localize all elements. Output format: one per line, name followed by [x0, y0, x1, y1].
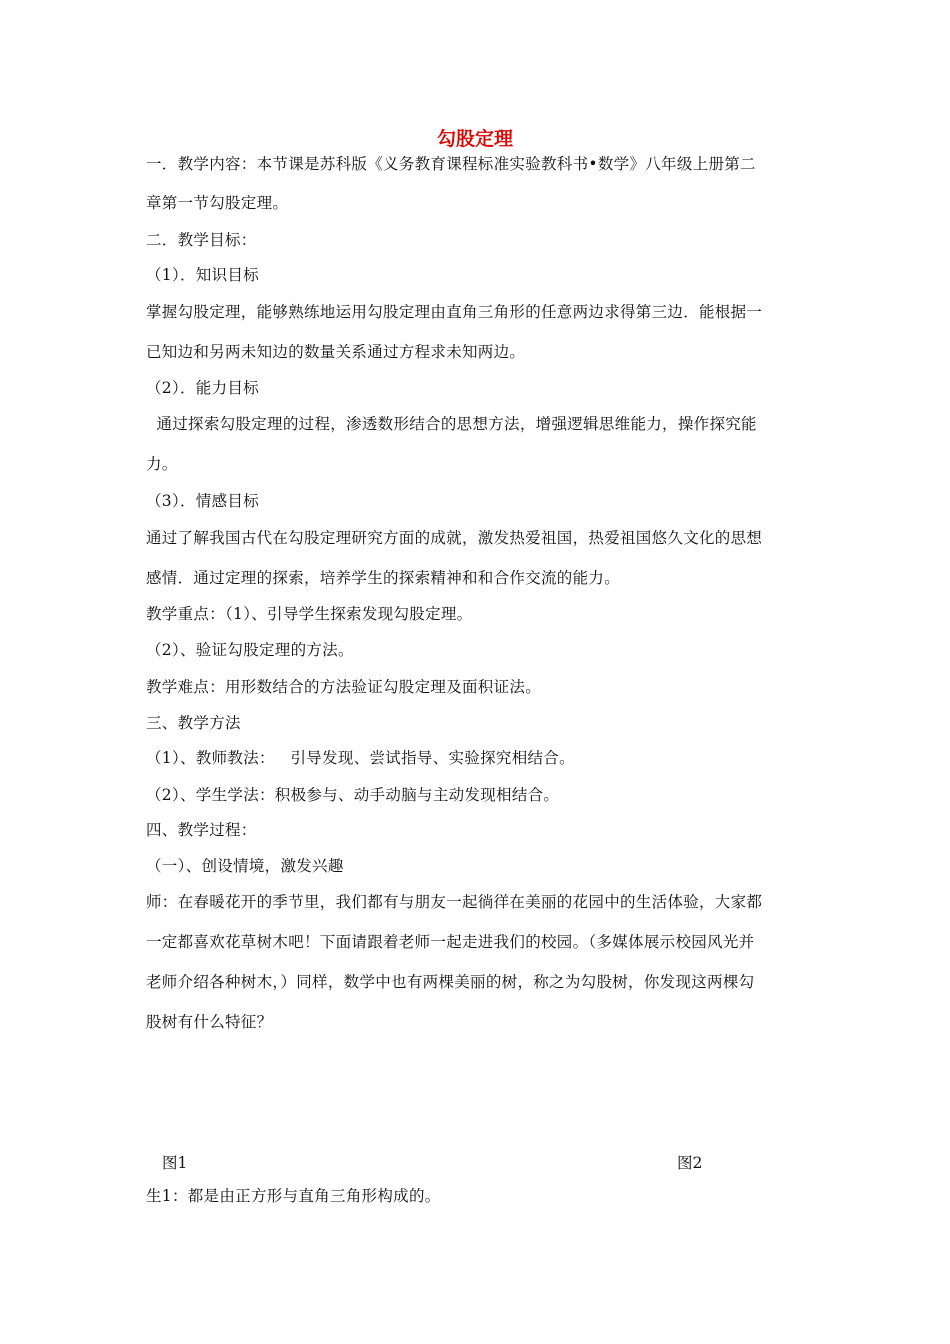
text-line: （2）、验证勾股定理的方法。: [146, 641, 354, 659]
text-line: （一）、创设情境，激发兴趣: [146, 857, 344, 875]
figure-label-1: 图1: [162, 1154, 188, 1172]
student-answer: 生1：都是由正方形与直角三角形构成的。: [146, 1187, 441, 1205]
document-title: 勾股定理: [436, 128, 513, 150]
text-line: 感情．通过定理的探索，培养学生的探索精神和和合作交流的能力。: [146, 569, 621, 587]
text-line: 教学重点：（1）、引导学生探索发现勾股定理。: [146, 605, 473, 623]
figure-label-2: 图2: [677, 1154, 703, 1172]
text-line: 章第一节勾股定理。: [146, 194, 289, 212]
text-line: 股树有什么特征？: [146, 1013, 273, 1031]
text-line: 已知边和另两未知边的数量关系通过方程求未知两边。: [146, 343, 526, 361]
text-line: （3）．情感目标: [146, 492, 260, 510]
text-line: 通过了解我国古代在勾股定理研究方面的成就，激发热爱祖国，热爱祖国悠久文化的思想: [146, 529, 763, 547]
text-line: 师：在春暖花开的季节里，我们都有与朋友一起徜徉在美丽的花园中的生活体验，大家都: [146, 893, 763, 911]
text-line: 力。: [146, 455, 178, 473]
text-line: 二．教学目标：: [146, 231, 257, 249]
text-line: 教学难点：用形数结合的方法验证勾股定理及面积证法。: [146, 678, 542, 696]
text-line: （1）．知识目标: [146, 266, 260, 284]
text-line: 四、教学过程：: [146, 821, 257, 839]
text-line: 一定都喜欢花草树木吧！下面请跟着老师一起走进我们的校园。（多媒体展示校园风光并: [146, 933, 755, 951]
text-line: 掌握勾股定理，能够熟练地运用勾股定理由直角三角形的任意两边求得第三边．能根据一: [146, 303, 763, 321]
text-line: 一．教学内容：本节课是苏科版《义务教育课程标准实验教科书•数学》八年级上册第二: [146, 155, 756, 173]
text-line: （1）、教师教法： 引导发现、尝试指导、实验探究相结合。: [146, 749, 575, 767]
text-line: （2）、学生学法：积极参与、动手动脑与主动发现相结合。: [146, 786, 560, 804]
text-line: 三、教学方法: [146, 714, 241, 732]
text-line: 通过探索勾股定理的过程，渗透数形结合的思想方法，增强逻辑思维能力，操作探究能: [146, 415, 757, 433]
text-line: 老师介绍各种树木，）同样，数学中也有两棵美丽的树，称之为勾股树，你发现这两棵勾: [146, 973, 755, 991]
text-line: （2）．能力目标: [146, 379, 260, 397]
